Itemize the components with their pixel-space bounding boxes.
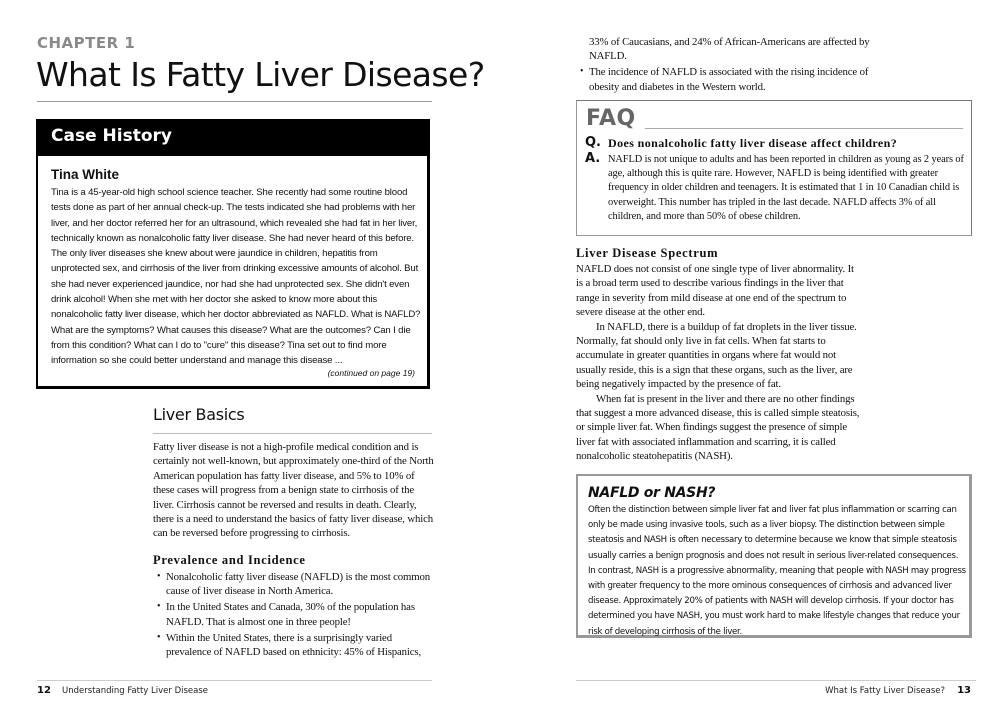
liver-basics-body: Fatty liver disease is not a high-profile medical condition and is certainly not well-known, but approximately one-third of the North American population has fatty liver disease, and 5% to 10% of these cases will progress from a benign state to cirrhosis of the liver. Cirrhosis cannot be reversed and results in death. Clearly, there is a need to understand the basics of fatty liver disease, which can be reversed before progressing to cirrhosis. — [153, 441, 434, 540]
list-item-text: In the United States and Canada, 30% of the population has NAFLD. That is almost one in three people! — [166, 601, 415, 628]
paragraph: When fat is present in the liver and there are no other findings that suggest a more advanced disease, this is called simple steatosis, or simple liver fat. When findings suggest the presence of simple liver fat with associated inflammation and scarring, it is called nonalcoholic steatohepatitis (NASH). — [576, 392, 860, 463]
page-number: 13 — [957, 685, 971, 696]
faq-question: Does nonalcoholic fatty liver disease affect children? — [608, 136, 898, 150]
paragraph: In NAFLD, there is a buildup of fat droplets in the liver tissue. Normally, fat should only live in fat cells. When fat starts to accumulate in greater quantities in organs where fat would not usually reside, this is a sign that these organs, such as the liver, are being negatively impacted by the presence of fat. — [576, 320, 857, 391]
title-divider — [37, 101, 432, 102]
chapter-title: What Is Fatty Liver Disease? — [36, 55, 485, 94]
case-history-continued: (continued on page 19) — [327, 368, 415, 378]
faq-heading: FAQ — [586, 106, 636, 131]
nafld-or-nash-box — [576, 474, 972, 638]
paragraph: NAFLD does not consist of one single type of liver abnormality. It is a broad term used to describe various findings in the liver that range in severity from mild disease at one end of the spectrum to severe disease at the other end. — [576, 263, 854, 319]
liver-basics-heading: Liver Basics — [153, 405, 245, 424]
bullet-icon: • — [157, 601, 161, 613]
case-history-box — [36, 119, 430, 389]
prevalence-list-continued — [576, 35, 876, 96]
faq-answer-marker: A. — [585, 151, 601, 166]
page-number: 12 — [37, 685, 51, 696]
list-item — [576, 65, 876, 94]
list-item-text: Nonalcoholic fatty liver disease (NAFLD) is the most common cause of liver disease in North America. — [166, 571, 431, 598]
faq-answer: NAFLD is not unique to adults and has been reported in children as young as 2 years of age, although this is quite rare. However, NAFLD is being identified with greater frequency in older children and teenagers. It is estimated that 1 in 10 Canadian child is overweight. This number has tripled in the last decade. NAFLD affects 3% of all children, and more than 50% of obese children. — [608, 154, 964, 222]
bullet-icon: • — [580, 66, 584, 78]
bullet-icon: • — [157, 571, 161, 582]
faq-divider — [645, 128, 963, 129]
running-head: What Is Fatty Liver Disease? — [825, 686, 945, 696]
spectrum-heading: Liver Disease Spectrum — [576, 246, 719, 260]
chapter-label: CHAPTER 1 — [37, 34, 136, 52]
faq-question-marker: Q. — [585, 135, 601, 150]
prevalence-heading: Prevalence and Incidence — [153, 553, 306, 567]
nafld-or-nash-body: Often the distinction between simple liver fat and liver fat plus inflammation or scarring can only be made using invasive tools, such as a liver biopsy. The distinction between simple steatosis and NASH is often necessary to determine because we know that simple steatosis usually carries a benign prognosis and does not result in serious liver-related consequences. In contrast, NASH is a progressive abnormality, meaning that people with NASH may progress with greater frequency to the more ominous consequences of cirrhosis and advanced liver disease. Approximately 20% of patients with NASH will develop cirrhosis. If your doctor has determined you have NASH, you must work hard to make lifestyle changes that reduce your risk of developing cirrhosis of the liver. — [588, 505, 966, 637]
case-history-name: Tina White — [51, 167, 120, 182]
list-item — [576, 35, 876, 64]
list-item-text: 33% of Caucasians, and 24% of African-Americans are affected by NAFLD. — [589, 36, 870, 63]
bullet-icon: • — [157, 631, 161, 643]
running-head: Understanding Fatty Liver Disease — [62, 686, 209, 696]
list-item — [153, 570, 438, 599]
list-item — [153, 600, 438, 629]
right-page — [504, 0, 1008, 720]
case-history-body: Tina is a 45-year-old high school science teacher. She recently had some routine blood tests done as part of her annual check-up. The tests indicated she had problems with her liver, and her doctor referred her for an ultrasound, which revealed she had fat in her liver, technically known as nonalcoholic fatty liver disease. She had never heard of this before. The only liver diseases she knew about were jaundice in children, hepatitis from unprotected sex, and cirrhosis of the liver from drinking excessive amounts of alcohol. But she had never experienced jaundice, nor had she had unprotected sex. She didn't even drink alcohol! When she met with her doctor she asked to know more about this nonalcoholic fatty liver disease, which her doctor abbreviated as NAFLD. What is NAFLD? What are the symptoms? What causes this disease? What are the outcomes? Can I die from this condition? What can I do to "cure" this disease? Tina set out to find more information so she could better understand and manage this disease ... — [51, 187, 421, 367]
spectrum-body — [576, 262, 862, 464]
nafld-or-nash-heading: NAFLD or NASH? — [588, 485, 716, 501]
faq-box — [576, 100, 972, 236]
prevalence-list — [153, 570, 438, 661]
footer-divider — [576, 680, 976, 681]
list-item-text: Within the United States, there is a surprisingly varied prevalence of NAFLD based on ethnicity: 45% of Hispanics, — [166, 631, 422, 659]
list-item — [153, 631, 438, 660]
case-history-heading: Case History — [38, 121, 427, 156]
liver-basics-divider — [153, 433, 432, 434]
list-item-text: The incidence of NAFLD is associated with the rising incidence of obesity and diabetes in the Western world. — [589, 66, 869, 93]
footer-divider — [37, 680, 432, 681]
